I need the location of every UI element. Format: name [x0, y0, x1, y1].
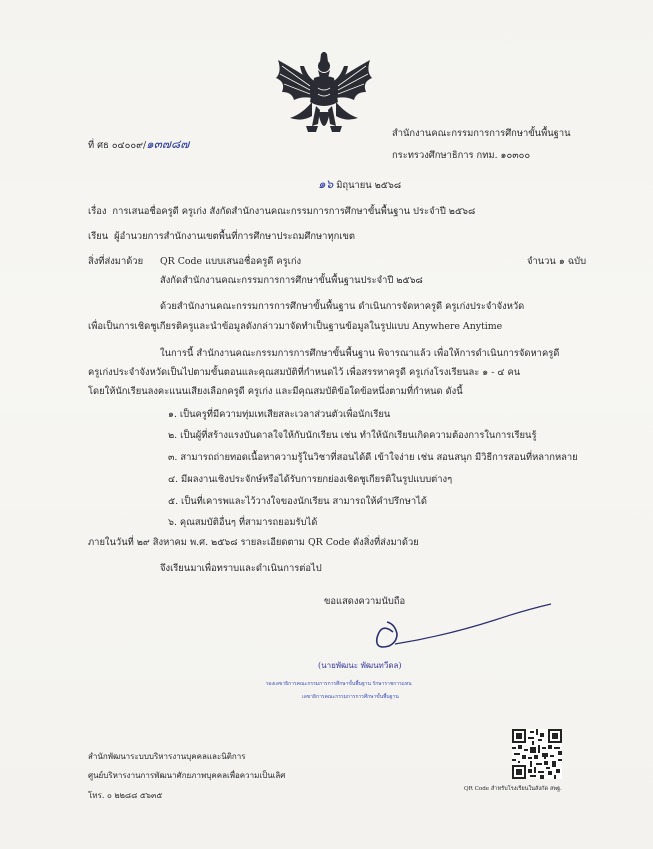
closing-salutation: ขอแสดงความนับถือ: [324, 596, 406, 607]
signatory-title-line2: เลขาธิการคณะกรรมการการศึกษาขั้นพื้นฐาน: [302, 694, 399, 700]
recipient-line: [88, 231, 355, 243]
criteria-item-3: ๓. สามารถถ่ายทอดเนื้อหาความรู้ในวิชาที่สอนได้ดี เข้าใจง่าย เช่น สอนสนุก มีวิธีการสอนที่หลากหลาย: [168, 452, 578, 463]
date-day-handwritten: ๑๖: [318, 177, 334, 191]
paragraph2-line3: โดยให้นักเรียนลงคะแนนเสียงเลือกครูดี ครูเก่ง และมีคุณสมบัติข้อใดข้อหนึ่งตามที่กำหนด ดังนี้: [88, 386, 463, 397]
enclosure-line2: สังกัดสำนักงานคณะกรรมการการศึกษาขั้นพื้นฐานประจำปี ๒๕๖๘: [160, 275, 423, 286]
footer-department: สำนักพัฒนาระบบบริหารงานบุคคลและนิติการ: [88, 752, 246, 761]
subject-label: เรื่อง: [88, 206, 107, 217]
date-month-year: มิถุนายน ๒๕๖๘: [336, 180, 402, 191]
garuda-emblem-icon: [272, 52, 376, 140]
closing-request: จึงเรียนมาเพื่อทราบและดำเนินการต่อไป: [160, 563, 322, 574]
criteria-item-2: ๒. เป็นผู้ที่สร้างแรงบันดาลใจให้กับนักเรียน เช่น ทำให้นักเรียนเกิดความต้องการในการเรียนรู้: [168, 430, 537, 441]
enclosure-label: สิ่งที่ส่งมาด้วย: [88, 256, 144, 267]
footer-phone: โทร. ๐ ๒๒๘๘ ๕๖๓๕: [88, 791, 163, 800]
signatory-title-line1: รองเลขาธิการคณะกรรมการการศึกษาขั้นพื้นฐาน รักษาราชการแทน: [266, 681, 412, 687]
reference-printed: ที่ ศธ ๐๔๐๐๙/: [88, 140, 147, 151]
enclosure-quantity: จำนวน ๑ ฉบับ: [527, 256, 587, 267]
letter-date: [318, 178, 401, 192]
qr-code-icon[interactable]: [512, 729, 562, 779]
reference-number: [88, 138, 189, 152]
deadline-line: ภายในวันที่ ๒๙ สิงหาคม พ.ศ. ๒๕๖๘ รายละเอียดตาม QR Code ดังสิ่งที่ส่งมาด้วย: [88, 537, 419, 548]
qr-caption: QR Code สำหรับโรงเรียนในสังกัด สพฐ.: [464, 786, 562, 792]
office-address: กระทรวงศึกษาธิการ กทม. ๑๐๓๐๐: [392, 150, 531, 161]
reference-handwritten: ๑๓๗๘๗: [146, 137, 190, 151]
footer-center: ศูนย์บริหารงานการพัฒนาศักยภาพบุคคลเพื่อความเป็นเลิศ: [88, 771, 286, 780]
paragraph1-line1: ด้วยสำนักงานคณะกรรมการการศึกษาขั้นพื้นฐาน ดำเนินการจัดหาครูดี ครูเก่งประจำจังหวัด: [160, 301, 525, 312]
criteria-item-1: ๑. เป็นครูที่มีความทุ่มเทเสียสละเวลาส่วนตัวเพื่อนักเรียน: [168, 409, 391, 420]
recipient-text: ผู้อำนวยการสำนักงานเขตพื้นที่การศึกษาประถมศึกษาทุกเขต: [114, 231, 356, 242]
criteria-item-6: ๖. คุณสมบัติอื่นๆ ที่สามารถยอมรับได้: [168, 517, 318, 528]
signatory-name: (นายพัฒนะ พัฒนทวีดล): [318, 661, 402, 670]
office-name: สำนักงานคณะกรรมการการศึกษาขั้นพื้นฐาน: [392, 128, 571, 139]
signature-mark: [365, 598, 565, 658]
criteria-item-4: ๔. มีผลงานเชิงประจักษ์หรือได้รับการยกย่องเชิดชูเกียรติในรูปแบบต่างๆ: [168, 474, 453, 485]
paragraph2-line1: ในการนี้ สำนักงานคณะกรรมการการศึกษาขั้นพื้นฐาน พิจารณาแล้ว เพื่อให้การดำเนินการจัดหาครูดี: [160, 348, 560, 359]
subject-text: การเสนอชื่อครูดี ครูเก่ง สังกัดสำนักงานคณะกรรมการการศึกษาขั้นพื้นฐาน ประจำปี ๒๕๖๘: [112, 206, 476, 217]
criteria-item-5: ๕. เป็นที่เคารพและไว้วางใจของนักเรียน สามารถให้คำปรึกษาได้: [168, 496, 427, 507]
subject-line: [88, 206, 475, 218]
paragraph2-line2: ครูเก่งประจำจังหวัดเป็นไปตามขั้นตอนและคุณสมบัติที่กำหนดไว้ เพื่อสรรหาครูดี ครูเก่งโรงเรียนละ ๑ - ๔ คน: [88, 367, 521, 378]
enclosure-line1: QR Code แบบเสนอชื่อครูดี ครูเก่ง: [160, 256, 302, 267]
recipient-label: เรียน: [88, 231, 109, 242]
paragraph1-line2: เพื่อเป็นการเชิดชูเกียรติครูและนำข้อมูลดังกล่าวมาจัดทำเป็นฐานข้อมูลในรูปแบบ Anywhere Anytime: [88, 321, 503, 332]
